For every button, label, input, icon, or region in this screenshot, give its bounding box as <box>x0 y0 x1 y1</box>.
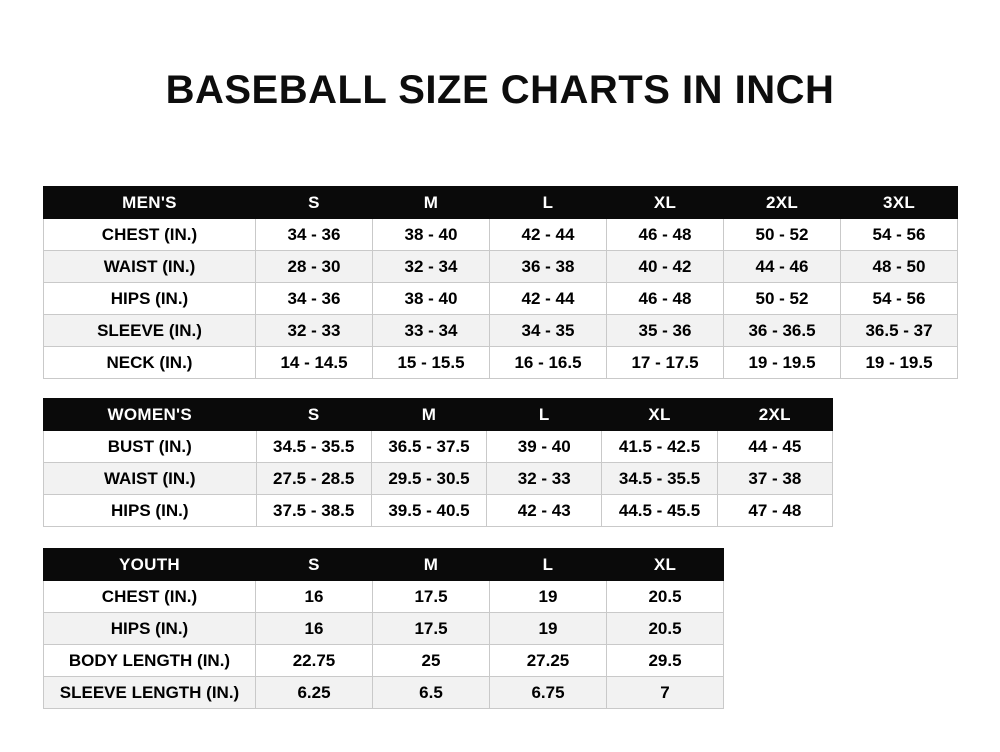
row-label: HIPS (IN.) <box>44 613 256 645</box>
table-row <box>44 431 833 463</box>
table-row <box>44 347 958 379</box>
cell: 35 - 36 <box>607 315 724 347</box>
row-label: HIPS (IN.) <box>44 495 257 527</box>
column-header-xl: XL <box>607 187 724 219</box>
row-label: WAIST (IN.) <box>44 463 257 495</box>
cell: 7 <box>607 677 724 709</box>
cell: 29.5 - 30.5 <box>371 463 486 495</box>
cell: 29.5 <box>607 645 724 677</box>
cell: 42 - 44 <box>490 219 607 251</box>
column-header-category: MEN'S <box>44 187 256 219</box>
cell: 32 - 33 <box>487 463 602 495</box>
cell: 47 - 48 <box>717 495 832 527</box>
mens-size-table <box>43 186 958 379</box>
cell: 6.25 <box>256 677 373 709</box>
youth-size-table <box>43 548 724 709</box>
column-header-xl: XL <box>607 549 724 581</box>
cell: 33 - 34 <box>373 315 490 347</box>
table-row <box>44 677 724 709</box>
cell: 25 <box>373 645 490 677</box>
cell: 38 - 40 <box>373 283 490 315</box>
cell: 34.5 - 35.5 <box>256 431 371 463</box>
cell: 6.5 <box>373 677 490 709</box>
column-header-l: L <box>490 549 607 581</box>
cell: 36 - 36.5 <box>724 315 841 347</box>
column-header-category: YOUTH <box>44 549 256 581</box>
row-label: BUST (IN.) <box>44 431 257 463</box>
cell: 36.5 - 37.5 <box>371 431 486 463</box>
row-label: WAIST (IN.) <box>44 251 256 283</box>
row-label: NECK (IN.) <box>44 347 256 379</box>
cell: 17 - 17.5 <box>607 347 724 379</box>
cell: 20.5 <box>607 613 724 645</box>
cell: 16 <box>256 613 373 645</box>
column-header-s: S <box>256 549 373 581</box>
cell: 37.5 - 38.5 <box>256 495 371 527</box>
table-header-row <box>44 399 833 431</box>
cell: 44 - 46 <box>724 251 841 283</box>
cell: 14 - 14.5 <box>256 347 373 379</box>
cell: 41.5 - 42.5 <box>602 431 717 463</box>
column-header-2xl: 2XL <box>717 399 832 431</box>
table-header-row <box>44 187 958 219</box>
row-label: CHEST (IN.) <box>44 581 256 613</box>
row-label: BODY LENGTH (IN.) <box>44 645 256 677</box>
cell: 50 - 52 <box>724 283 841 315</box>
column-header-m: M <box>371 399 486 431</box>
cell: 19 - 19.5 <box>724 347 841 379</box>
cell: 54 - 56 <box>841 283 958 315</box>
table-header-row <box>44 549 724 581</box>
cell: 34 - 35 <box>490 315 607 347</box>
cell: 48 - 50 <box>841 251 958 283</box>
cell: 16 <box>256 581 373 613</box>
table-row <box>44 283 958 315</box>
cell: 42 - 43 <box>487 495 602 527</box>
cell: 34 - 36 <box>256 219 373 251</box>
cell: 46 - 48 <box>607 283 724 315</box>
cell: 34.5 - 35.5 <box>602 463 717 495</box>
column-header-m: M <box>373 187 490 219</box>
page-title: BASEBALL SIZE CHARTS IN INCH <box>165 68 835 112</box>
column-header-category: WOMEN'S <box>44 399 257 431</box>
column-header-l: L <box>487 399 602 431</box>
row-label: HIPS (IN.) <box>44 283 256 315</box>
cell: 50 - 52 <box>724 219 841 251</box>
table-row <box>44 219 958 251</box>
column-header-s: S <box>256 399 371 431</box>
cell: 42 - 44 <box>490 283 607 315</box>
cell: 27.5 - 28.5 <box>256 463 371 495</box>
cell: 16 - 16.5 <box>490 347 607 379</box>
cell: 19 <box>490 581 607 613</box>
cell: 32 - 34 <box>373 251 490 283</box>
cell: 44.5 - 45.5 <box>602 495 717 527</box>
cell: 17.5 <box>373 613 490 645</box>
cell: 36.5 - 37 <box>841 315 958 347</box>
cell: 28 - 30 <box>256 251 373 283</box>
table-row <box>44 495 833 527</box>
cell: 19 <box>490 613 607 645</box>
cell: 15 - 15.5 <box>373 347 490 379</box>
table-row <box>44 613 724 645</box>
column-header-2xl: 2XL <box>724 187 841 219</box>
cell: 19 - 19.5 <box>841 347 958 379</box>
column-header-m: M <box>373 549 490 581</box>
row-label: CHEST (IN.) <box>44 219 256 251</box>
cell: 46 - 48 <box>607 219 724 251</box>
cell: 40 - 42 <box>607 251 724 283</box>
womens-size-table <box>43 398 833 527</box>
cell: 37 - 38 <box>717 463 832 495</box>
column-header-s: S <box>256 187 373 219</box>
table-row <box>44 315 958 347</box>
table-row <box>44 251 958 283</box>
cell: 34 - 36 <box>256 283 373 315</box>
cell: 17.5 <box>373 581 490 613</box>
cell: 20.5 <box>607 581 724 613</box>
cell: 54 - 56 <box>841 219 958 251</box>
column-header-l: L <box>490 187 607 219</box>
cell: 38 - 40 <box>373 219 490 251</box>
cell: 22.75 <box>256 645 373 677</box>
cell: 39 - 40 <box>487 431 602 463</box>
column-header-xl: XL <box>602 399 717 431</box>
cell: 44 - 45 <box>717 431 832 463</box>
cell: 6.75 <box>490 677 607 709</box>
column-header-3xl: 3XL <box>841 187 958 219</box>
table-row <box>44 645 724 677</box>
table-row <box>44 463 833 495</box>
row-label: SLEEVE LENGTH (IN.) <box>44 677 256 709</box>
cell: 39.5 - 40.5 <box>371 495 486 527</box>
row-label: SLEEVE (IN.) <box>44 315 256 347</box>
cell: 32 - 33 <box>256 315 373 347</box>
table-row <box>44 581 724 613</box>
cell: 27.25 <box>490 645 607 677</box>
cell: 36 - 38 <box>490 251 607 283</box>
